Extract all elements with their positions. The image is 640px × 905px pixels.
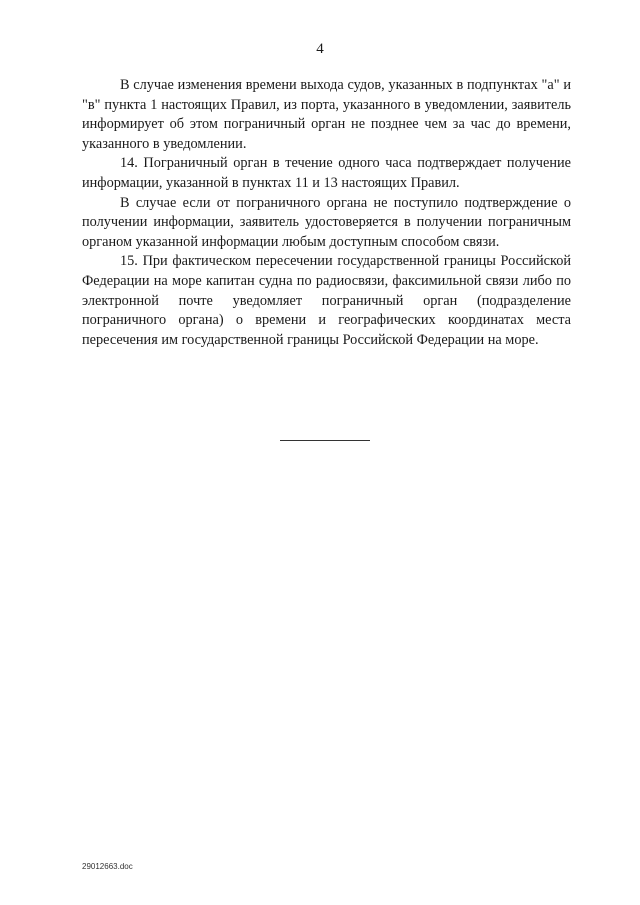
paragraph-no-confirmation: В случае если от пограничного органа не поступило подтверждение о получении информации, заявитель удостоверяется в получении пограничным органом указанной информации любым доступным способом связи. (82, 194, 571, 250)
paragraph-departure-change: В случае изменения времени выхода судов, указанных в подпунктах "а" и "в" пункта 1 настоящих Правил, из порта, указанного в уведомлении, заявитель информирует об этом пограничный орган не позднее чем за час до времени, указанного в уведомлении. (82, 77, 571, 152)
document-file-id: 29012663.doc (82, 862, 133, 871)
page-number: 4 (316, 41, 324, 57)
paragraph-item-15: 15. При фактическом пересечении государственной границы Российской Федерации на море капитан судна по радиосвязи, факсимильной связи либо по электронной почте уведомляет пограничный орган (подразделение пограничного органа) о времени и географических координатах места пересечения им государственной границы Российской Федерации на море. (82, 253, 571, 348)
end-divider (280, 440, 370, 441)
document-body (82, 76, 571, 350)
paragraph-item-14: 14. Пограничный орган в течение одного часа подтверждает получение информации, указанной в пунктах 11 и 13 настоящих Правил. (82, 155, 571, 191)
